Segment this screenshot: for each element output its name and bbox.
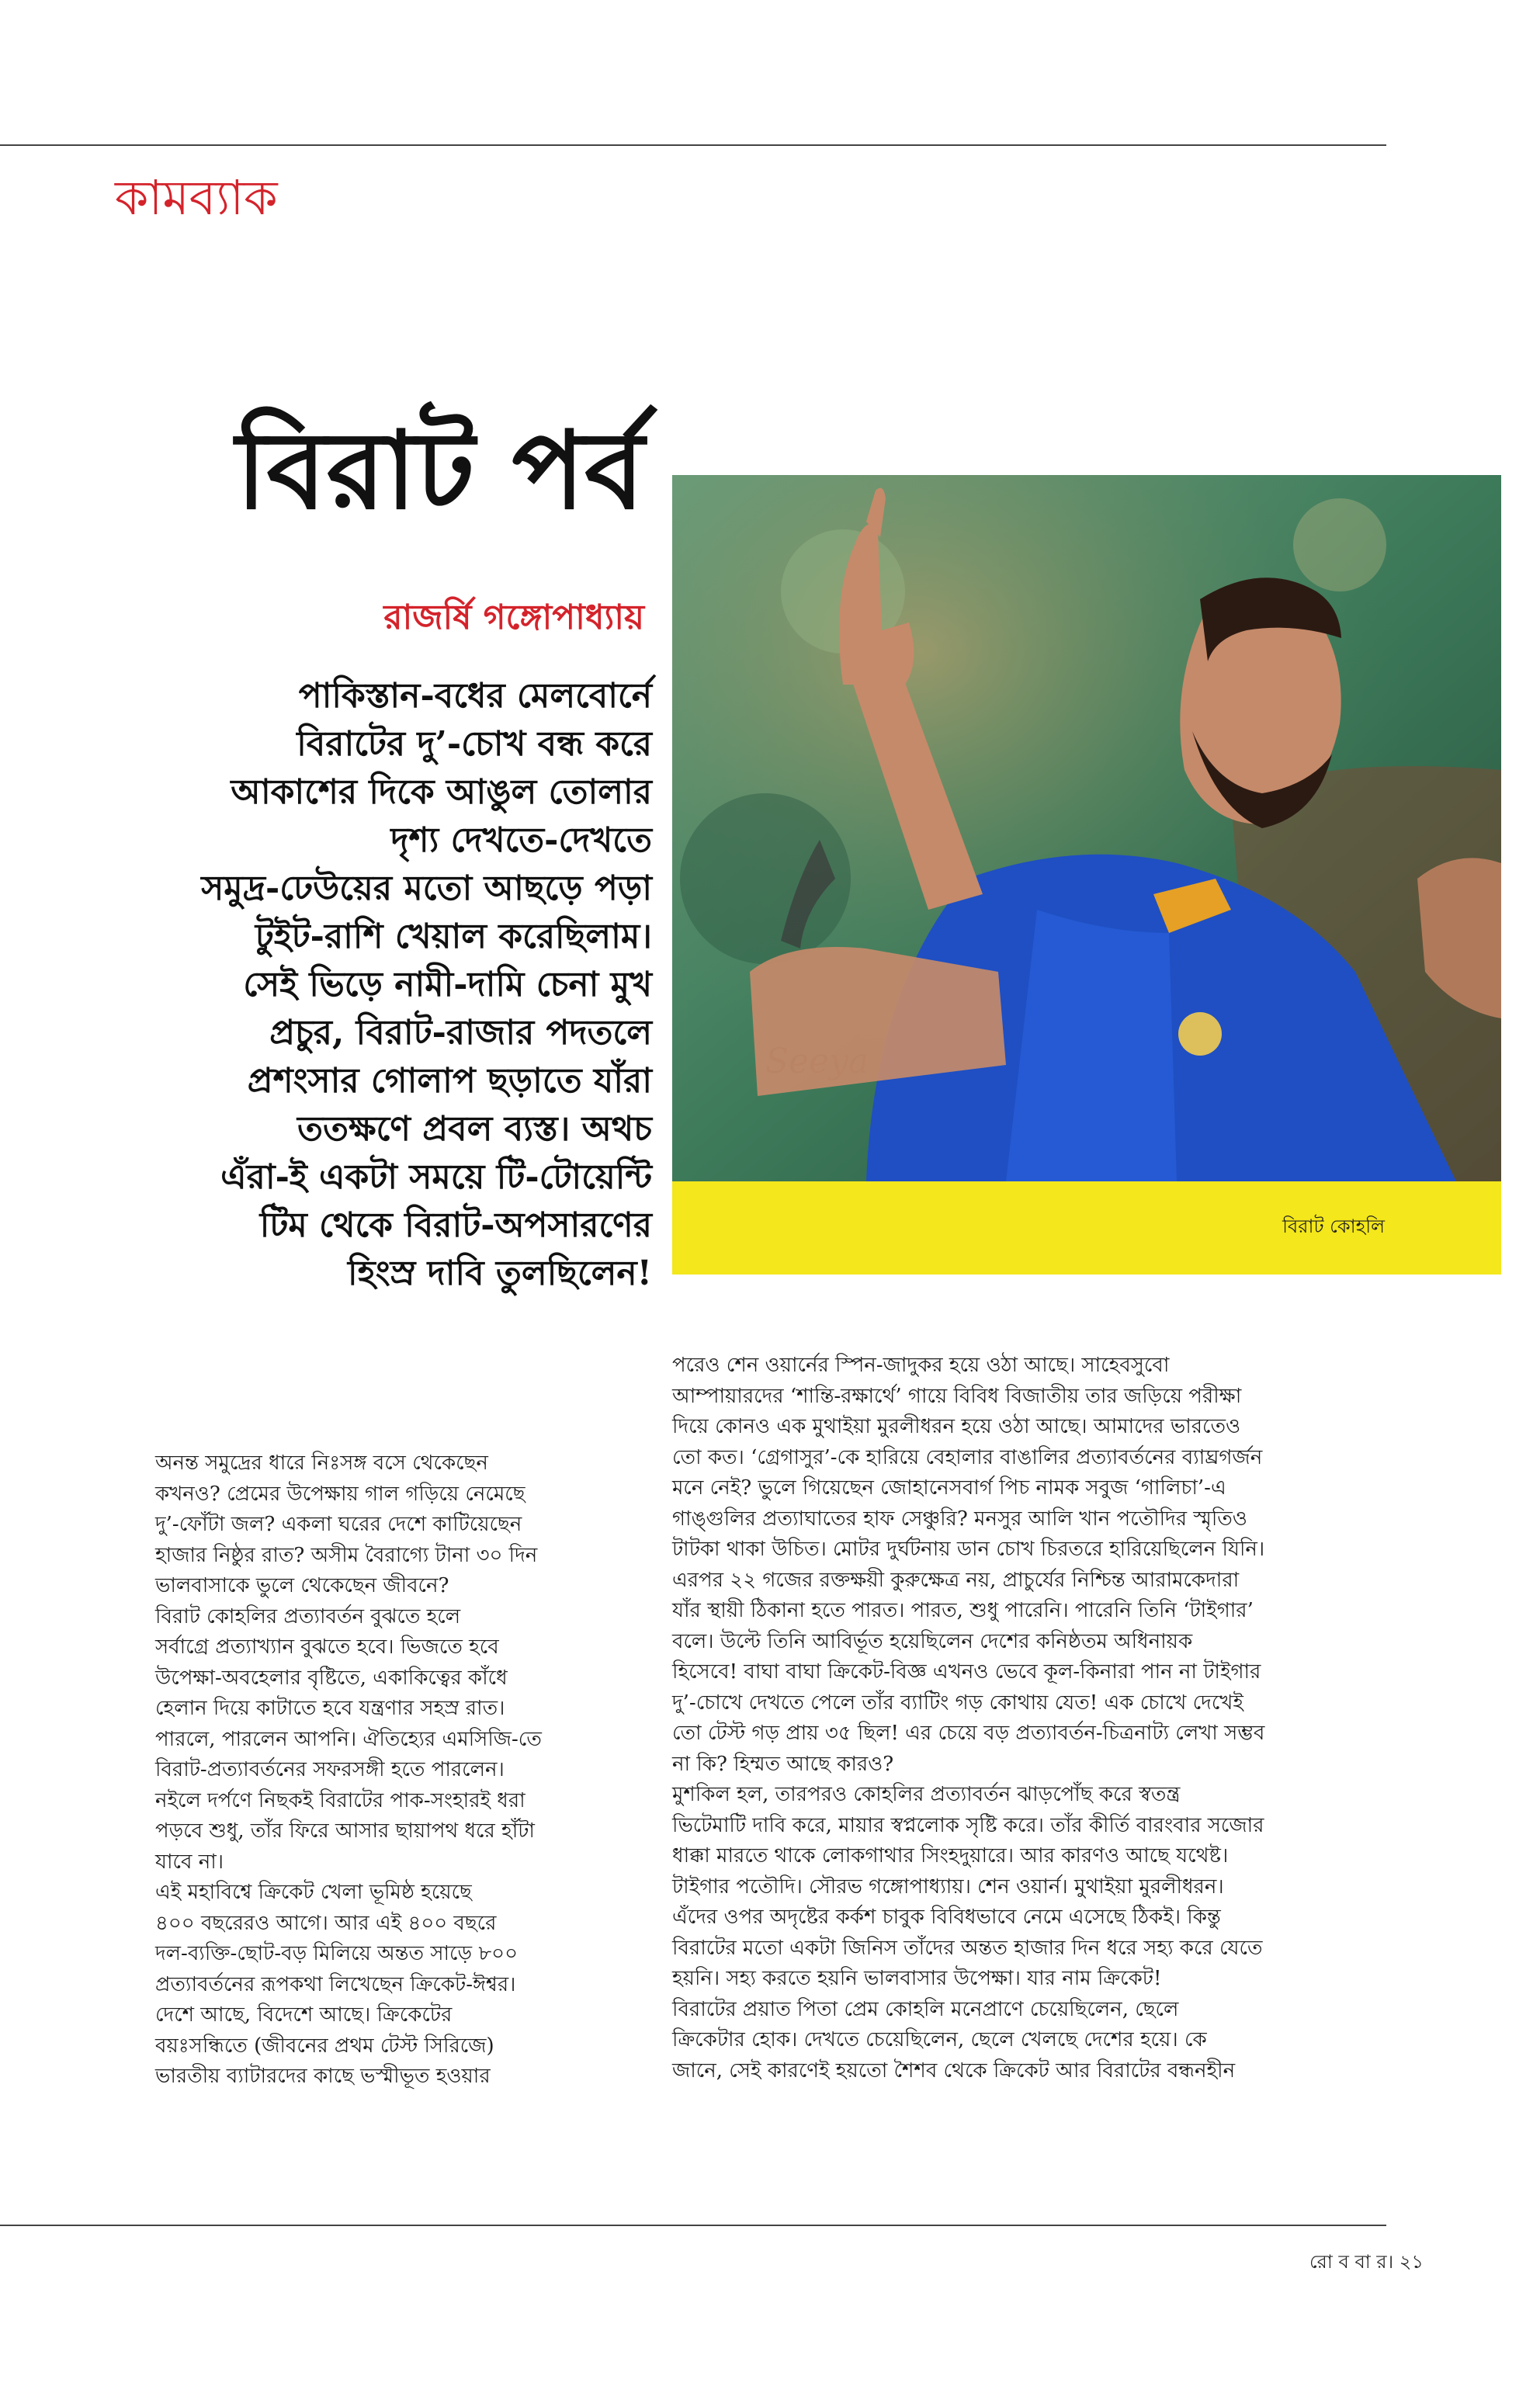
body-line: তো কত। ‘গ্রেগাসুর’-কে হারিয়ে বেহালার বাঙালির প্রত্যাবর্তনের ব্যাঘ্রগর্জন [672, 1445, 1263, 1469]
intro-line: প্রশংসার গোলাপ ছড়াতে যাঁরা [247, 1061, 652, 1101]
body-line: আম্পায়ারদের ‘শান্তি-রক্ষার্থে’ গায়ে বিবিধ বিজাতীয় তার জড়িয়ে পরীক্ষা [672, 1384, 1242, 1408]
body-line: যাঁর স্থায়ী ঠিকানা হতে পারত। পারত, শুধু পারেনি। পারেনি তিনি ‘টাইগার’ [672, 1599, 1254, 1622]
bottom-rule [0, 2225, 1386, 2226]
photo-virat-kohli [672, 475, 1501, 1181]
body-line: হিসেবে! বাঘা বাঘা ক্রিকেট-বিজ্ঞ এখনও ভেবে কূল-কিনারা পান না টাইগার [672, 1660, 1261, 1684]
intro-line: বিরাটের দু’-চোখ বন্ধ করে [297, 724, 652, 764]
body-line: বিরাট-প্রত্যাবর্তনের সফরসঙ্গী হতে পারলেন। [155, 1758, 505, 1781]
headline: বিরাট পর্ব [236, 407, 644, 533]
page-folio: রো ব বা র। ২১ [1309, 2251, 1424, 2273]
body-line: বিরাটের প্রয়াত পিতা প্রেম কোহলি মনেপ্রাণে চেয়েছিলেন, ছেলে [672, 1997, 1179, 2021]
body-line: কখনও? প্রেমের উপেক্ষায় গাল গড়িয়ে নেমেছে [155, 1482, 525, 1506]
body-line: ভারতীয় ব্যাটারদের কাছে ভস্মীভূত হওয়ার [155, 2065, 491, 2088]
article-column-right [672, 1351, 1501, 2086]
intro-line: দৃশ্য দেখতে-দেখতে [390, 820, 652, 860]
body-line: ভিটেমাটি দাবি করে, মায়ার স্বপ্নলোক সৃষ্টি করে। তাঁর কীর্তি বারংবার সজোর [672, 1813, 1264, 1837]
body-line: অনন্ত সমুদ্রের ধারে নিঃসঙ্গ বসে থেকেছেন [155, 1451, 488, 1475]
body-line: এঁদের ওপর অদৃষ্টের কর্কশ চাবুক বিবিধভাবে নেমে এসেছে ঠিকই। কিন্তু [672, 1906, 1221, 1929]
intro-line: সেই ভিড়ে নামী-দামি চেনা মুখ [243, 965, 652, 1004]
body-line: বিরাটের মতো একটা জিনিস তাঁদের অন্তত হাজার দিন ধরে সহ্য করে যেতে [672, 1936, 1263, 1960]
article-column-left [155, 1448, 621, 2093]
body-line: টাইগার পতৌদি। সৌরভ গঙ্গোপাধ্যায়। শেন ওয়ার্ন। মুথাইয়া মুরলীধরন। [672, 1875, 1224, 1899]
body-line: পারলে, পারলেন আপনি। ঐতিহ্যের এমসিজি-তে [155, 1727, 542, 1751]
intro-line: প্রচুর, বিরাট-রাজার পদতলে [269, 1013, 652, 1053]
intro-line: এঁরা-ই একটা সময়ে টি-টোয়েন্টি [220, 1157, 652, 1197]
body-line: হেলান দিয়ে কাটাতে হবে যন্ত্রণার সহস্র রাত। [155, 1697, 505, 1720]
body-line: পড়বে শুধু, তাঁর ফিরে আসার ছায়াপথ ধরে হাঁটা [155, 1819, 535, 1843]
body-line: মুশকিল হল, তারপরও কোহলির প্রত্যাবর্তন ঝাড়পোঁছ করে স্বতন্ত্র [672, 1783, 1181, 1806]
body-line: হয়নি। সহ্য করতে হয়নি ভালবাসার উপেক্ষা। যার নাম ক্রিকেট! [672, 1967, 1162, 1990]
body-line: এই মহাবিশ্বে ক্রিকেট খেলা ভূমিষ্ঠ হয়েছে [155, 1881, 472, 1904]
body-line: বলে। উল্টে তিনি আবির্ভূত হয়েছিলেন দেশের কনিষ্ঠতম অধিনায়ক [672, 1629, 1193, 1653]
body-line: হাজার নিষ্ঠুর রাত? অসীম বৈরাগ্যে টানা ৩০ দিন [155, 1543, 538, 1567]
intro-paragraph [116, 672, 652, 1298]
body-line: দল-ব্যক্তি-ছোট-বড় মিলিয়ে অন্তত সাড়ে ৮০০ [155, 1942, 518, 1965]
body-line: ভালবাসাকে ভুলে থেকেছেন জীবনে? [155, 1574, 449, 1597]
intro-line: পাকিস্তান-বধের মেলবোর্নে [298, 676, 652, 716]
body-line: যাবে না। [155, 1850, 224, 1874]
body-line: বিরাট কোহলির প্রত্যাবর্তন বুঝতে হলে [155, 1604, 461, 1628]
top-rule [0, 144, 1386, 146]
body-line: দিয়ে কোনও এক মুথাইয়া মুরলীধরন হয়ে ওঠা আছে। আমাদের ভারতেও [672, 1415, 1241, 1438]
body-line: পরেও শেন ওয়ার্নের স্পিন-জাদুকর হয়ে ওঠা আছে। সাহেবসুবো [672, 1354, 1170, 1377]
body-line: ধাক্কা মারতে থাকে লোকগাথার সিংহদুয়ারে। আর কারণও আছে যথেষ্ট। [672, 1844, 1229, 1868]
body-line: তো টেস্ট গড় প্রায় ৩৫ ছিল! এর চেয়ে বড় প্রত্যাবর্তন-চিত্রনাট্য লেখা সম্ভব [672, 1722, 1265, 1745]
intro-line: হিংস্র দাবি তুলছিলেন! [348, 1254, 652, 1293]
body-line: না কি? হিম্মত আছে কারও? [672, 1752, 894, 1776]
body-line: এরপর ২২ গজের রক্তক্ষয়ী কুরুক্ষেত্র নয়, প্রাচুর্যের নিশ্চিন্ত আরামকেদারা [672, 1568, 1240, 1592]
body-line: ক্রিকেটার হোক। দেখতে চেয়েছিলেন, ছেলে খেলছে দেশের হয়ে। কে [672, 2028, 1207, 2051]
body-line: মনে নেই? ভুলে গিয়েছেন জোহানেসবার্গ পিচ নামক সবুজ ‘গালিচা’-এ [672, 1476, 1226, 1500]
body-line: নইলে দর্পণে নিছকই বিরাটের পাক-সংহারই ধরা [155, 1788, 525, 1812]
intro-line: টিম থেকে বিরাট-অপসারণের [259, 1205, 652, 1245]
intro-line: ততক্ষণে প্রবল ব্যস্ত। অথচ [297, 1109, 652, 1149]
byline: রাজর্ষি গঙ্গোপাধ্যায় [383, 598, 644, 637]
body-line: প্রত্যাবর্তনের রূপকথা লিখেছেন ক্রিকেট-ঈশ্বর। [155, 1972, 516, 1996]
body-line: সর্বাগ্রে প্রত্যাখ্যান বুঝতে হবে। ভিজতে হবে [155, 1635, 499, 1659]
intro-line: টুইট-রাশি খেয়াল করেছিলাম। [255, 917, 652, 956]
body-line: উপেক্ষা-অবহেলার বৃষ্টিতে, একাকিত্বের কাঁধে [155, 1666, 508, 1690]
body-line: জানে, সেই কারণেই হয়তো শৈশব থেকে ক্রিকেট আর বিরাটের বন্ধনহীন [672, 2058, 1236, 2083]
intro-line: আকাশের দিকে আঙুল তোলার [231, 772, 652, 812]
caption-bar [672, 1181, 1501, 1275]
body-line: ৪০০ বছরেরও আগে। আর এই ৪০০ বছরে [155, 1911, 497, 1935]
body-line: দু’-চোখে দেখতে পেলে তাঁর ব্যাটিং গড় কোথায় যেত! এক চোখে দেখেই [672, 1691, 1243, 1715]
body-line: দেশে আছে, বিদেশে আছে। ক্রিকেটের [155, 2003, 453, 2027]
body-line: টাটকা থাকা উচিত। মোটর দুর্ঘটনায় ডান চোখ চিরতরে হারিয়েছিলেন যিনি। [672, 1538, 1265, 1561]
body-line: দু’-ফোঁটা জল? একলা ঘরের দেশে কাটিয়েছেন [155, 1513, 522, 1536]
section-label: কামব্যাক [115, 169, 278, 226]
intro-line: সমুদ্র-ঢেউয়ের মতো আছড়ে পড়া [201, 869, 652, 908]
body-line: গাঙ্গুলির প্রত্যাঘাতের হাফ সেঞ্চুরি? মনসুর আলি খান পতৌদির স্মৃতিও [672, 1507, 1247, 1531]
photo-caption: বিরাট কোহলি [1282, 1216, 1385, 1237]
body-line: বয়ঃসন্ধিতে (জীবনের প্রথম টেস্ট সিরিজে) [155, 2034, 494, 2058]
